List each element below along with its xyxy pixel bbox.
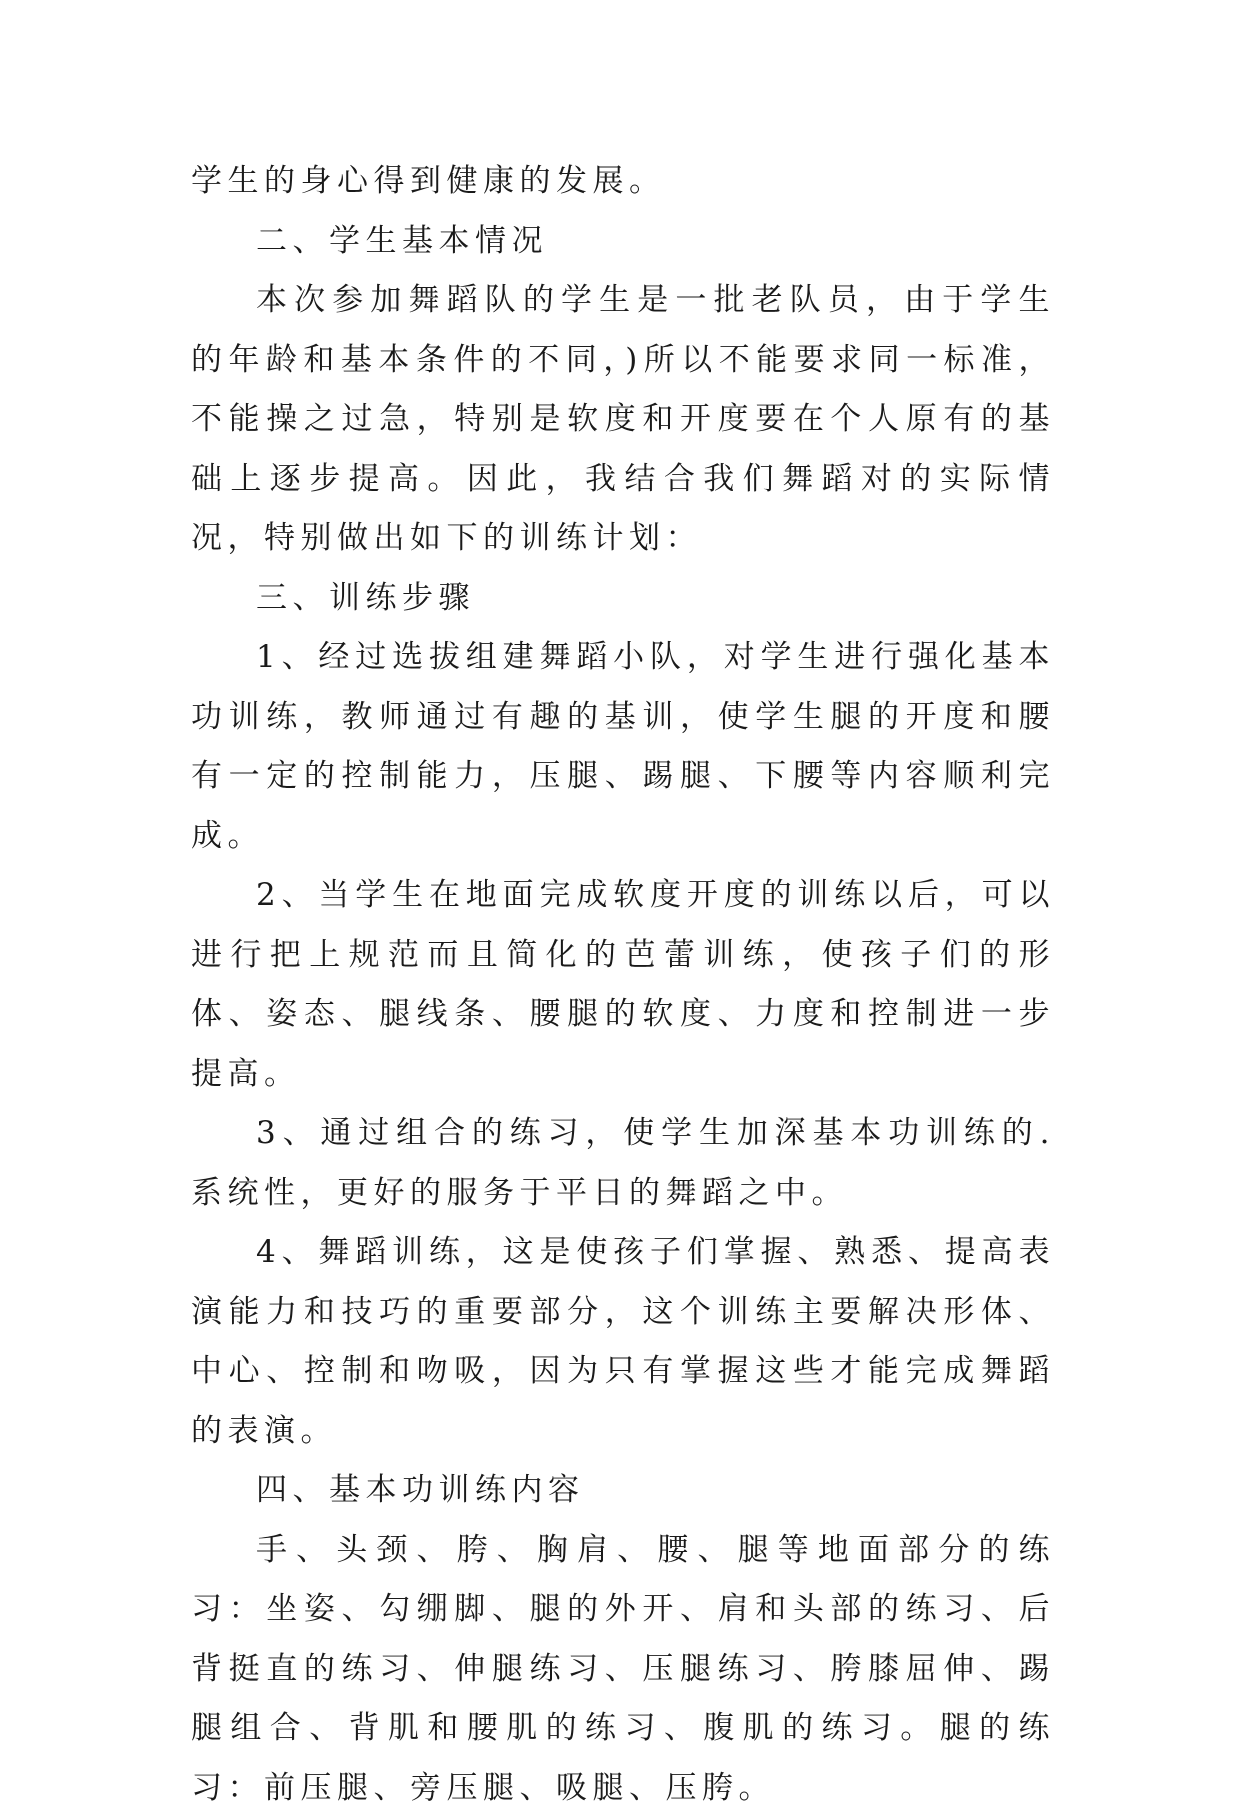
section-heading-student-situation: 二、学生基本情况 (191, 212, 1055, 272)
paragraph-continuation: 学生的身心得到健康的发展。 (191, 152, 1055, 212)
paragraph-step-3: 3、通过组合的练习，使学生加深基本功训练的.系统性，更好的服务于平日的舞蹈之中。 (191, 1104, 1055, 1223)
paragraph-step-2: 2、当学生在地面完成软度开度的训练以后，可以进行把上规范而且简化的芭蕾训练，使孩子们的形体、姿态、腿线条、腰腿的软度、力度和控制进一步提高。 (191, 866, 1055, 1104)
paragraph-student-situation: 本次参加舞蹈队的学生是一批老队员，由于学生的年龄和基本条件的不同，)所以不能要求同一标准，不能操之过急，特别是软度和开度要在个人原有的基础上逐步提高。因此，我结合我们舞蹈对的实际情况，特别做出如下的训练计划： (191, 271, 1055, 569)
document-body (191, 152, 1055, 1818)
section-heading-training-steps: 三、训练步骤 (191, 569, 1055, 629)
paragraph-step-4: 4、舞蹈训练，这是使孩子们掌握、熟悉、提高表演能力和技巧的重要部分，这个训练主要解决形体、中心、控制和吻吸，因为只有掌握这些才能完成舞蹈的表演。 (191, 1223, 1055, 1461)
section-heading-basic-training-content: 四、基本功训练内容 (191, 1461, 1055, 1521)
paragraph-step-1: 1、经过选拔组建舞蹈小队，对学生进行强化基本功训练，教师通过有趣的基训，使学生腿的开度和腰有一定的控制能力，压腿、踢腿、下腰等内容顺利完成。 (191, 628, 1055, 866)
paragraph-basic-training-content: 手、头颈、胯、胸肩、腰、腿等地面部分的练习：坐姿、勾绷脚、腿的外开、肩和头部的练习、后背挺直的练习、伸腿练习、压腿练习、胯膝屈伸、踢腿组合、背肌和腰肌的练习、腹肌的练习。腿的练习：前压腿、旁压腿、吸腿、压胯。 (191, 1521, 1055, 1818)
